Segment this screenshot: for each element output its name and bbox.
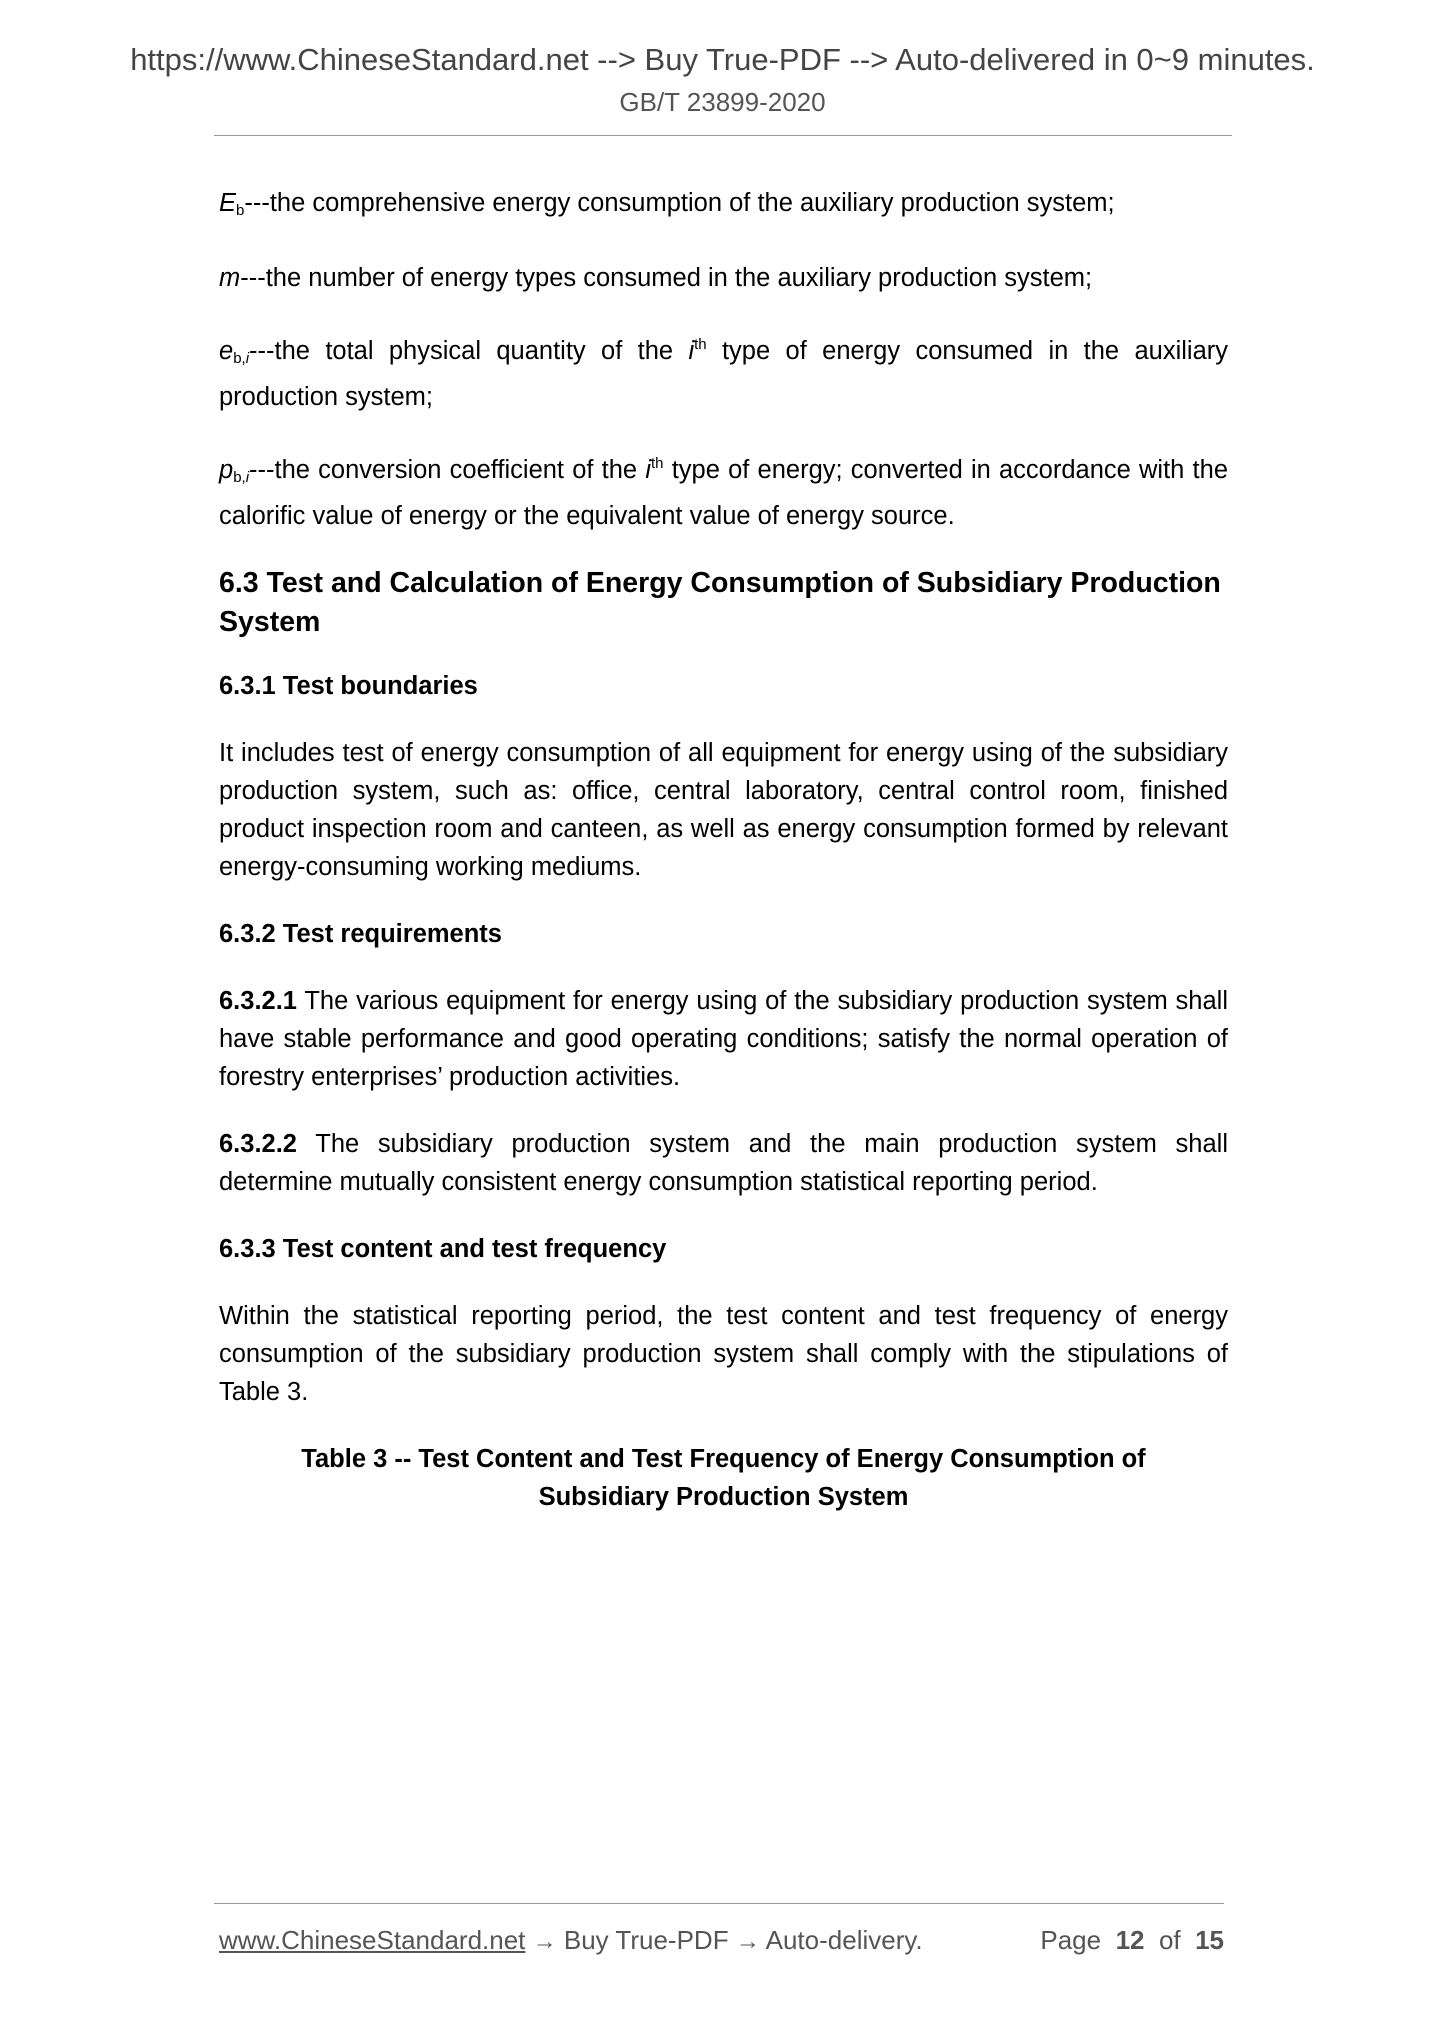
definition-text: ---the comprehensive energy consumption of the auxiliary production system;	[244, 189, 1115, 217]
definition-text-before: ---the conversion coefficient of the	[249, 456, 646, 484]
subscript-var: i	[245, 350, 250, 367]
footer-left	[219, 1922, 923, 1960]
definition-text-after: type of energy consumed in the auxiliary production system;	[219, 337, 1228, 411]
index-sup: th	[650, 455, 664, 472]
clause-number: 6.3.2.1	[219, 987, 297, 1015]
subscript	[233, 350, 249, 367]
page-content	[219, 184, 1228, 1516]
subscript-base: b,	[233, 350, 246, 367]
footer-divider	[214, 1903, 1224, 1904]
section-heading-6-3-3: 6.3.3 Test content and test frequency	[219, 1235, 667, 1263]
index-var: i	[688, 337, 695, 365]
symbol: m	[219, 264, 241, 292]
footer	[219, 1922, 1224, 1958]
top-banner: https://www.ChineseStandard.net --> Buy True-PDF --> Auto-delivered in 0~9 minutes.	[130, 42, 1315, 77]
definition-text: ---the number of energy types consumed in the auxiliary production system;	[240, 264, 1093, 292]
website-link[interactable]: www.ChineseStandard.net	[219, 1925, 526, 1955]
clause-text: The subsidiary production system and the main production system shall determine mutually consistent energy consumption statistical reporting period.	[219, 1130, 1228, 1196]
subscript-var: i	[245, 469, 250, 486]
definition-text-before: ---the total physical quantity of the	[249, 337, 689, 365]
paragraph-test-boundaries: It includes test of energy consumption of all equipment for energy using of the subsidiary production system, such as: office, central laboratory, central control room, finished product inspection room and canteen, as well as energy consumption formed by relevant energy-consuming working mediums.	[219, 739, 1228, 881]
symbol: e	[219, 337, 234, 365]
definition-ebi	[219, 326, 1228, 416]
page-label: Page	[1040, 1925, 1102, 1955]
paragraph-test-content: Within the statistical reporting period, the test content and test frequency of energy consumption of the subsidiary production system shall comply with the stipulations of Table 3.	[219, 1302, 1228, 1406]
clause-text: The various equipment for energy using of the subsidiary production system shall have stable performance and good operating conditions; satisfy the normal operation of forestry enterprises’ production activities.	[219, 987, 1228, 1091]
standard-code: GB/T 23899-2020	[619, 87, 826, 117]
section-heading-6-3-1: 6.3.1 Test boundaries	[219, 672, 478, 700]
definition-m	[219, 259, 1228, 297]
page-total: 15	[1195, 1925, 1224, 1955]
subscript	[233, 469, 249, 486]
section-heading-6-3-2: 6.3.2 Test requirements	[219, 920, 502, 948]
delivery-text: Auto-delivery.	[765, 1925, 923, 1955]
index-sup: th	[694, 336, 707, 353]
table-caption: Table 3 -- Test Content and Test Frequency of Energy Consumption of Subsidiary Production System	[301, 1445, 1146, 1511]
symbol: p	[219, 456, 234, 484]
arrow-right-icon: →	[532, 1928, 557, 1955]
definition-pbi	[219, 445, 1228, 535]
definition-Eb	[219, 184, 1228, 230]
header-divider	[214, 135, 1232, 136]
page-indicator	[1040, 1922, 1224, 1958]
definition-text-after: type of energy; converted in accordance with the calorific value of energy or the equivalent value of energy source.	[219, 456, 1228, 530]
subscript: b	[236, 202, 245, 219]
buy-text: Buy True-PDF	[563, 1925, 729, 1955]
symbol: E	[219, 189, 237, 217]
clause-number: 6.3.2.2	[219, 1130, 297, 1158]
arrow-right-icon: →	[735, 1928, 760, 1955]
of-label: of	[1158, 1925, 1181, 1955]
section-heading-6-3: 6.3 Test and Calculation of Energy Consumption of Subsidiary Production System	[219, 567, 1221, 638]
subscript-base: b,	[233, 469, 246, 486]
clause-6-3-2-2	[219, 1125, 1228, 1201]
page-current: 12	[1115, 1925, 1145, 1955]
index-var: i	[645, 456, 651, 484]
clause-6-3-2-1	[219, 982, 1228, 1096]
